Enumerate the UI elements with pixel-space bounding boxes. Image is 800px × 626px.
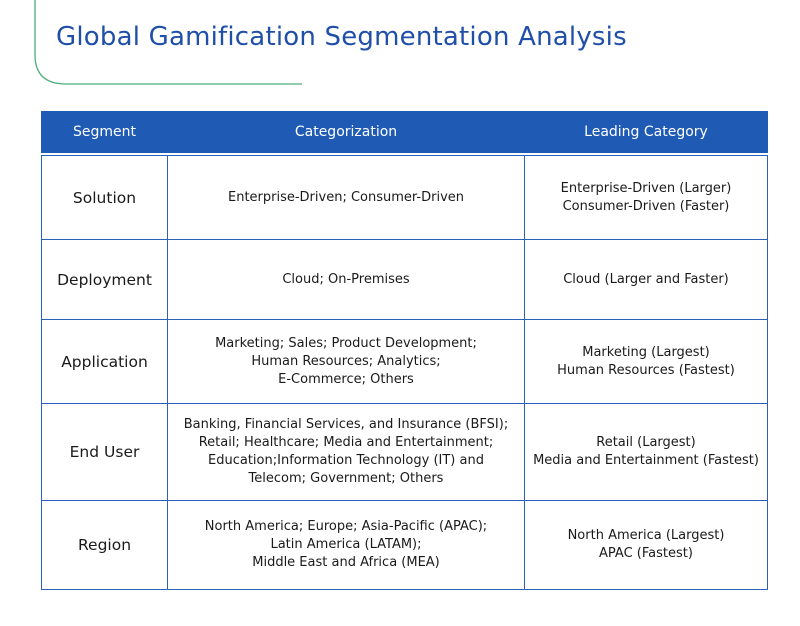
categorization-cell bbox=[168, 240, 525, 320]
leading-line: Retail (Largest) bbox=[596, 435, 696, 450]
leading-category-cell bbox=[525, 320, 768, 404]
leading-line: North America (Largest) bbox=[567, 528, 725, 543]
leading-line: Consumer-Driven (Faster) bbox=[562, 198, 730, 214]
table-row bbox=[42, 156, 768, 240]
leading-line: Marketing (Largest) bbox=[582, 344, 710, 360]
segment-name: Application bbox=[42, 320, 168, 404]
leading-line: Cloud (Larger and Faster) bbox=[563, 271, 729, 287]
segment-name: Solution bbox=[42, 156, 168, 240]
table-row bbox=[42, 501, 768, 590]
categorization-line: E-Commerce; Others bbox=[278, 371, 414, 387]
leading-category-cell bbox=[525, 156, 768, 240]
categorization-line: North America; Europe; Asia-Pacific (APAC); bbox=[204, 519, 488, 534]
segmentation-table bbox=[41, 111, 768, 590]
segment-name: Deployment bbox=[42, 240, 168, 320]
categorization-line: Enterprise-Driven; Consumer-Driven bbox=[227, 189, 465, 205]
segment-name: Region bbox=[42, 501, 168, 590]
header-segment: Segment bbox=[42, 112, 168, 153]
leading-line: Media and Entertainment (Fastest) bbox=[533, 453, 759, 468]
categorization-line: Education;Information Technology (IT) and bbox=[208, 453, 484, 468]
categorization-cell bbox=[168, 404, 525, 501]
categorization-line: Telecom; Government; Others bbox=[248, 471, 444, 486]
categorization-line: Middle East and Africa (MEA) bbox=[252, 555, 440, 570]
leading-category-cell bbox=[525, 404, 768, 501]
table-row bbox=[42, 404, 768, 501]
leading-line: Enterprise-Driven (Larger) bbox=[560, 180, 732, 196]
segment-name: End User bbox=[42, 404, 168, 501]
categorization-line: Retail; Healthcare; Media and Entertainment; bbox=[198, 435, 494, 450]
page-title: Global Gamification Segmentation Analysis bbox=[56, 22, 627, 52]
header-leading-category: Leading Category bbox=[525, 112, 768, 153]
categorization-line: Marketing; Sales; Product Development; bbox=[215, 335, 477, 351]
leading-category-cell bbox=[525, 501, 768, 590]
categorization-cell bbox=[168, 501, 525, 590]
header-categorization: Categorization bbox=[168, 112, 525, 153]
leading-line: Human Resources (Fastest) bbox=[557, 362, 735, 378]
categorization-cell bbox=[168, 156, 525, 240]
leading-line: APAC (Fastest) bbox=[599, 546, 693, 561]
categorization-line: Cloud; On-Premises bbox=[282, 271, 410, 287]
categorization-cell bbox=[168, 320, 525, 404]
categorization-line: Latin America (LATAM); bbox=[270, 537, 422, 552]
categorization-line: Human Resources; Analytics; bbox=[251, 353, 441, 369]
table-header-row bbox=[42, 112, 768, 153]
leading-category-cell bbox=[525, 240, 768, 320]
table-row bbox=[42, 240, 768, 320]
categorization-line: Banking, Financial Services, and Insurance (BFSI); bbox=[183, 417, 509, 432]
table-row bbox=[42, 320, 768, 404]
